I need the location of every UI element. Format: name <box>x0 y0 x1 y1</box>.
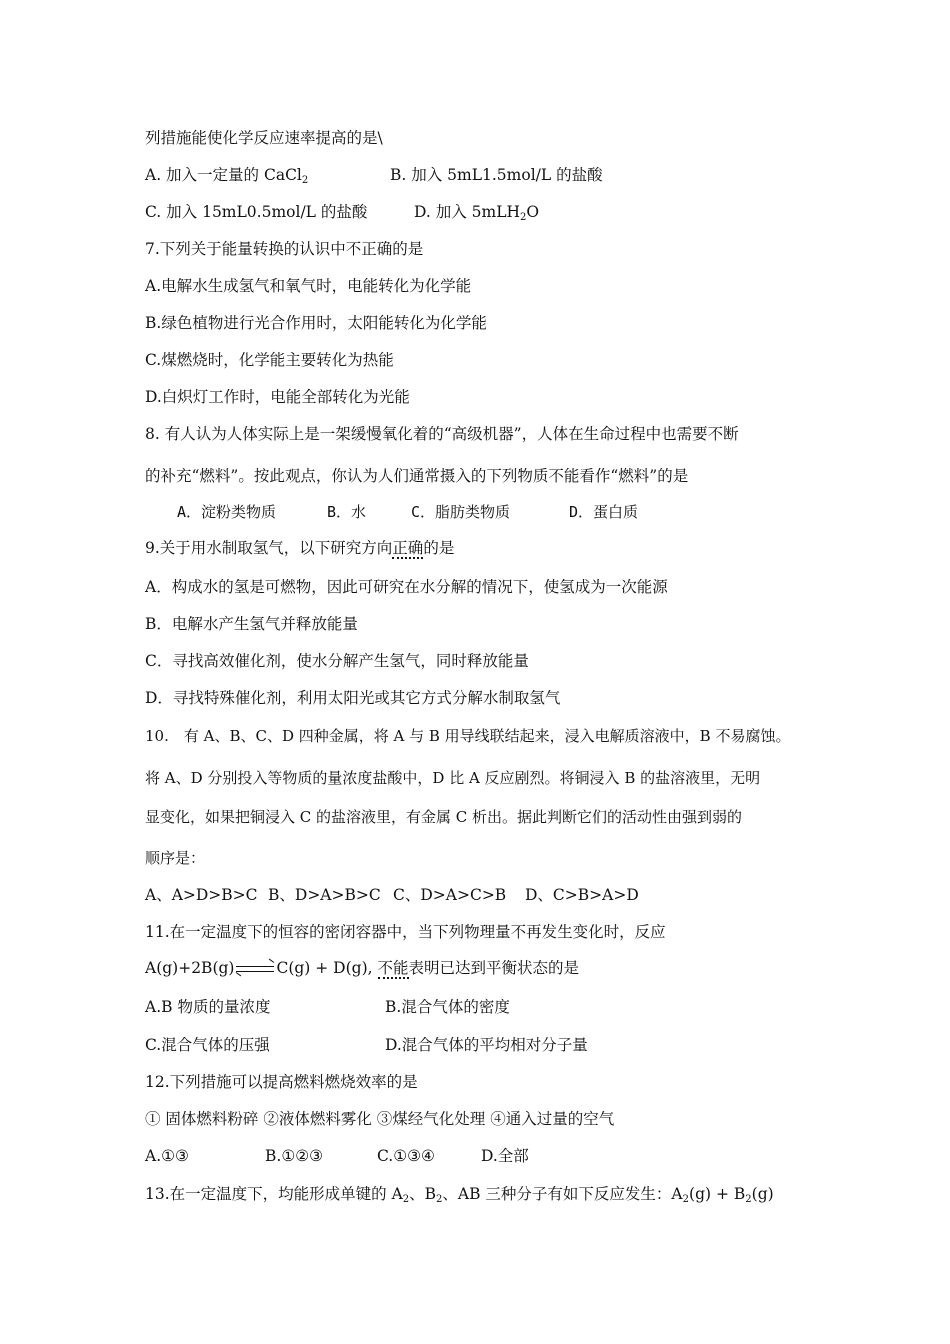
q11-stem-line1: 11.在一定温度下的恒容的密闭容器中，当下列物理量不再发生变化时，反应 <box>145 923 666 941</box>
q8-option-c: C．脂肪类物质 <box>411 503 511 521</box>
equilibrium-arrow-icon <box>236 962 274 976</box>
q12-items: ① 固体燃料粉碎 ②液体燃料雾化 ③煤经气化处理 ④通入过量的空气 <box>145 1110 615 1128</box>
q10-option-a: A、A>D>B>C <box>145 886 258 904</box>
q8-stem-line1: 8. 有人认为人体实际上是一架缓慢氧化着的“高级机器”，人体在生命过程中也需要不断 <box>145 425 739 443</box>
q7-stem: 7.下列关于能量转换的认识中不正确的是 <box>145 240 424 258</box>
q6-option-c: C. 加入 15mL0.5mol/L 的盐酸 <box>145 203 368 221</box>
q6-stem-tail: 列措施能使化学反应速率提高的是\ <box>145 129 383 147</box>
q9-stem: 9.关于用水制取氢气，以下研究方向正确的是 <box>145 539 455 557</box>
q7-option-d: D.白炽灯工作时，电能全部转化为光能 <box>145 388 410 406</box>
q9-option-c: C．寻找高效催化剂，使水分解产生氢气，同时释放能量 <box>145 652 529 670</box>
q6-option-d: D. 加入 5mLH$_2$O <box>414 203 540 223</box>
q10-option-b: B、D>A>B>C <box>268 886 381 904</box>
q12-option-c: C.①③④ <box>377 1147 435 1165</box>
q10-stem-line1: 10. 有 A、B、C、D 四种金属，将 A 与 B 用导线联结起来，浸入电解质溶液中，B 不易腐蚀。 <box>145 727 791 745</box>
q12-option-a: A.①③ <box>145 1147 189 1165</box>
q11-option-b: B.混合气体的密度 <box>385 998 510 1016</box>
q12-option-d: D.全部 <box>481 1147 529 1165</box>
q6-option-b: B. 加入 5mL1.5mol/L 的盐酸 <box>390 166 603 184</box>
q11-emphasis: 不能 <box>377 959 409 977</box>
q8-option-b: B．水 <box>327 503 367 521</box>
q9-option-d: D．寻找特殊催化剂，利用太阳光或其它方式分解水制取氢气 <box>145 689 561 707</box>
q13-stem: 13.在一定温度下，均能形成单键的 $A_2$、$B_2$、AB 三种分子有如下反应发生：$A_2(g) + B_2(g)$ <box>145 1185 774 1205</box>
q7-option-a: A.电解水生成氢气和氧气时，电能转化为化学能 <box>145 277 472 295</box>
q7-option-c: C.煤燃烧时，化学能主要转化为热能 <box>145 351 394 369</box>
q10-stem-line3: 显变化，如果把铜浸入 C 的盐溶液里，有金属 C 析出。据此判断它们的活动性由强到弱的 <box>145 808 743 826</box>
q7-option-b: B.绿色植物进行光合作用时，太阳能转化为化学能 <box>145 314 487 332</box>
q8-option-d: D．蛋白质 <box>569 503 639 521</box>
q11-option-a: A.B 物质的量浓度 <box>145 998 271 1016</box>
q8-stem-line2: 的补充“燃料”。按此观点，你认为人们通常摄入的下列物质不能看作“燃料”的是 <box>145 467 689 485</box>
q11-equation: A(g)+2B(g) C(g) + D(g), 不能表明已达到平衡状态的是 <box>145 959 580 977</box>
q12-stem: 12.下列措施可以提高燃料燃烧效率的是 <box>145 1073 418 1091</box>
q9-option-a: A．构成水的氢是可燃物，因此可研究在水分解的情况下，使氢成为一次能源 <box>145 578 668 596</box>
q10-stem-line4: 顺序是： <box>145 849 206 867</box>
q9-option-b: B．电解水产生氢气并释放能量 <box>145 615 358 633</box>
q11-option-d: D.混合气体的平均相对分子量 <box>385 1036 588 1054</box>
q11-option-c: C.混合气体的压强 <box>145 1036 270 1054</box>
q12-option-b: B.①②③ <box>265 1147 324 1165</box>
q10-option-d: D、C>B>A>D <box>525 886 639 904</box>
q10-option-c: C、D>A>C>B <box>393 886 507 904</box>
q8-option-a: A．淀粉类物质 <box>177 503 277 521</box>
q9-emphasis: 正确 <box>392 539 424 557</box>
q6-option-a: A. 加入一定量的 CaCl$_2$ <box>145 166 309 186</box>
q10-stem-line2: 将 A、D 分别投入等物质的量浓度盐酸中，D 比 A 反应剧烈。将铜浸入 B 的盐溶液里，无明 <box>145 769 761 787</box>
